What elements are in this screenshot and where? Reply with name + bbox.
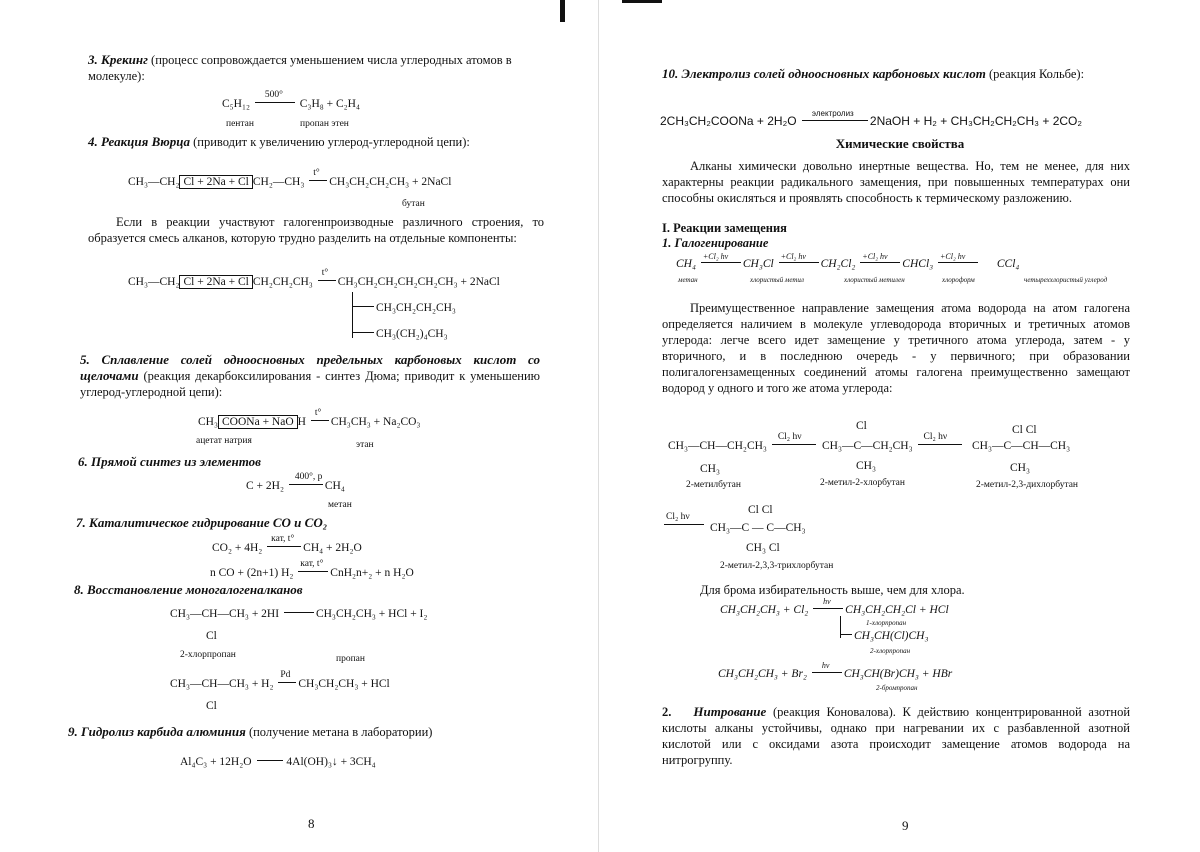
eq-4b-p2: CH₃CH₂CH₂CH₃ [352, 302, 456, 314]
hal-r3-sub: CH₃ [1010, 462, 1030, 474]
eq-5-lhs-name: ацетат натрия [196, 436, 252, 446]
eq-3-rhs-name: пропан этен [300, 119, 349, 129]
eq-7b: n CO + (2n+1) H₂ кат, t° CnH₂n+₂ + n H₂O [210, 559, 414, 579]
section-4-text: Если в реакции участвуют галогенпроизводные различного строения, то образуется смесь алканов, которую трудно разделить на отдельные компоненты: [88, 215, 544, 245]
hal-r2: CH₃—C—CH₂CH₃ Cl₂ hν [822, 440, 964, 452]
hal-r3: CH₃—C—CH—CH₃ [972, 440, 1071, 452]
hal-r1: CH₃—CH—CH₂CH₃ Cl₂ hν [668, 440, 818, 452]
eq-8b: CH₃—CH—CH₃ + H₂ Pd CH₃CH₂CH₃ + HCl [170, 670, 390, 690]
eq-8b-sub: Cl [206, 700, 217, 712]
chain-m5-name: четыреххлористый углерод [1024, 276, 1108, 284]
eq-5: CH₃ COONa + NaO H t° CH₃CH₃ + Na₂CO₃ [198, 408, 421, 428]
br-eq2-name: 2-бромпропан [876, 684, 918, 692]
bromine-text: Для брома избирательность выше, чем для хлора. [700, 583, 965, 597]
section-5-title: 5. Сплавление солей одноосновных предельных карбоновых кислот со щелочами [80, 352, 540, 383]
hal-r4-name: 2-метил-2,3,3-трихлорбутан [720, 561, 834, 571]
eq-8a-rhs-name: пропан [336, 654, 365, 664]
hal-r1-name: 2-метилбутан [686, 480, 741, 490]
section-3-desc: (процесс сопровождается уменьшением числа углеродных атомов в молекуле): [88, 53, 512, 83]
section-4-title: 4. Реакция Вюрца [88, 134, 190, 149]
hal-chain: CH₄ +Cl₂ hν CH₃Cl +Cl₂ hν CH₂Cl₂ +Cl₂ hν CHCl₃ +Cl₂ hν CCl₄ [676, 252, 1020, 270]
selectivity-paragraph: Преимущественное направление замещения атома водорода на атом галогена определяется наличием в молекуле углеводорода вторичных и третичных атомов углерода: легче всего идет замещение у третичного атома углерода, затем - у вторичного, и в последнюю очередь - у первичного; при образовании полигалогензамещенных соединений атомы галогена преимущественно замещают водород у одного и того же атома углерода: [662, 301, 1130, 395]
section-5-desc: (реакция декарбоксилирования - синтез Дюма; приводит к уменьшению углерод-углеродной цепи): [80, 369, 541, 399]
section-9: 9. Гидролиз карбида алюминия (получение метана в лаборатории) [68, 724, 433, 739]
section-10: 10. Электролиз солей одноосновных карбоновых кислот (реакция Кольбе): [662, 66, 1085, 81]
eq-10: 2CH₃CH₂COONa + 2H₂O электролиз 2NaOH + H₂ + CH₃CH₂CH₂CH₃ + 2CO₂ [660, 109, 1083, 128]
hal-r3-name: 2-метил-2,3-дихлорбутан [976, 480, 1079, 490]
eq-6-name: метан [328, 500, 352, 510]
eq-4: CH₃—CH₂ Cl + 2Na + Cl CH₂—CH₃ t° CH₃CH₂CH₂CH₃ + 2NaCl [128, 168, 452, 188]
hal-r4: CH₃—C — C—CH₃ [710, 522, 806, 534]
eq-4b-p3: CH₃(CH₂)₄CH₃ [352, 328, 448, 340]
left-page-number: 8 [308, 816, 315, 831]
br-eq1: CH₃CH₂CH₃ + Cl₂ hν CH₃CH₂CH₂Cl + HCl [720, 597, 949, 616]
eq-5-rhs-name: этан [356, 440, 374, 450]
section-I: I. Реакции замещения [662, 221, 787, 235]
eq-3: C₅H₁₂ 500° C₃H₈ + C₂H₄ [222, 90, 360, 110]
section-8: 8. Восстановление моногалогеналканов [74, 582, 303, 597]
subsection-1: 1. Галогенирование [662, 236, 769, 250]
section-5 [80, 352, 540, 400]
section-3-title: 3. Крекинг [88, 52, 148, 67]
eq-7a: CO₂ + 4H₂ кат, t° CH₄ + 2H₂O [212, 534, 362, 554]
chain-m4-name: хлороформ [942, 276, 975, 284]
hal-r3-top: Cl Cl [1012, 424, 1037, 436]
chem-props-title: Химические свойства [835, 136, 965, 151]
chain-m1-name: метан [678, 276, 698, 284]
hal-r2-name: 2-метил-2-хлорбутан [820, 478, 905, 488]
hal-r2-top: Cl [856, 420, 867, 432]
br-eq2: CH₃CH₂CH₃ + Br₂ hν CH₃CH(Br)CH₃ + HBr [718, 661, 953, 680]
eq-8a-lhs-name: 2-хлорпропан [180, 650, 236, 660]
right-page-number: 9 [902, 818, 909, 833]
chain-m2-name: хлористый метил [750, 276, 804, 284]
hal-r4-top: Cl Cl [748, 504, 773, 516]
br-eq1b: CH₃CH(Cl)CH₃ [840, 630, 928, 642]
hal-r4-arrow: Cl₂ hν [662, 520, 706, 532]
br-eq1b-name: 2-хлорпропан [870, 647, 911, 655]
hal-r2-sub: CH₃ [856, 460, 876, 472]
eq-6: C + 2H₂ 400°, p CH₄ [246, 472, 345, 492]
section-7: 7. Каталитическое гидрирование CO и CO₂ [76, 515, 328, 530]
section-4 [88, 134, 544, 150]
section-4-desc: (приводит к увеличению углерод-углеродной цепи): [193, 135, 470, 149]
intro-paragraph: Алканы химически довольно инертные вещества. Но, тем не менее, для них характерны реакции радикального замещения, при повышенных температурах они способны окисляться и проявлять способность к термическому разложению. [662, 159, 1130, 205]
eq-8a: CH₃—CH—CH₃ + 2HI CH₃CH₂CH₃ + HCl + I₂ [170, 608, 428, 620]
section-3 [88, 52, 548, 84]
chain-m3-name: хлористый метилен [844, 276, 905, 284]
hal-r1-sub: CH₃ [700, 463, 720, 475]
right-page [600, 0, 1200, 852]
eq-9: Al₄C₃ + 12H₂O 4Al(OH)₃↓ + 3CH₄ [180, 756, 376, 768]
eq-3-lhs-name: пентан [226, 119, 254, 129]
nitration-paragraph: 2. Нитрование (реакция Коновалова). К действию концентрированной азотной кислоты алканы устойчивы, однако при нагревании их с разбавленной азотной кислотой или с оксидами азота происходит замещение атомов водорода на нитрогруппу. [662, 704, 1131, 767]
br-eq1-name: 1-хлорпропан [866, 619, 907, 627]
hal-r4-bottom: CH₃ Cl [746, 542, 780, 554]
eq-4b: CH₃—CH₂ Cl + 2Na + Cl CH₂CH₂CH₃ t° CH₃CH₂CH₂CH₂CH₂CH₃ + 2NaCl [128, 268, 500, 288]
eq-4-name: бутан [402, 199, 425, 209]
section-6: 6. Прямой синтез из элементов [78, 454, 261, 469]
eq-8a-sub: Cl [206, 630, 217, 642]
